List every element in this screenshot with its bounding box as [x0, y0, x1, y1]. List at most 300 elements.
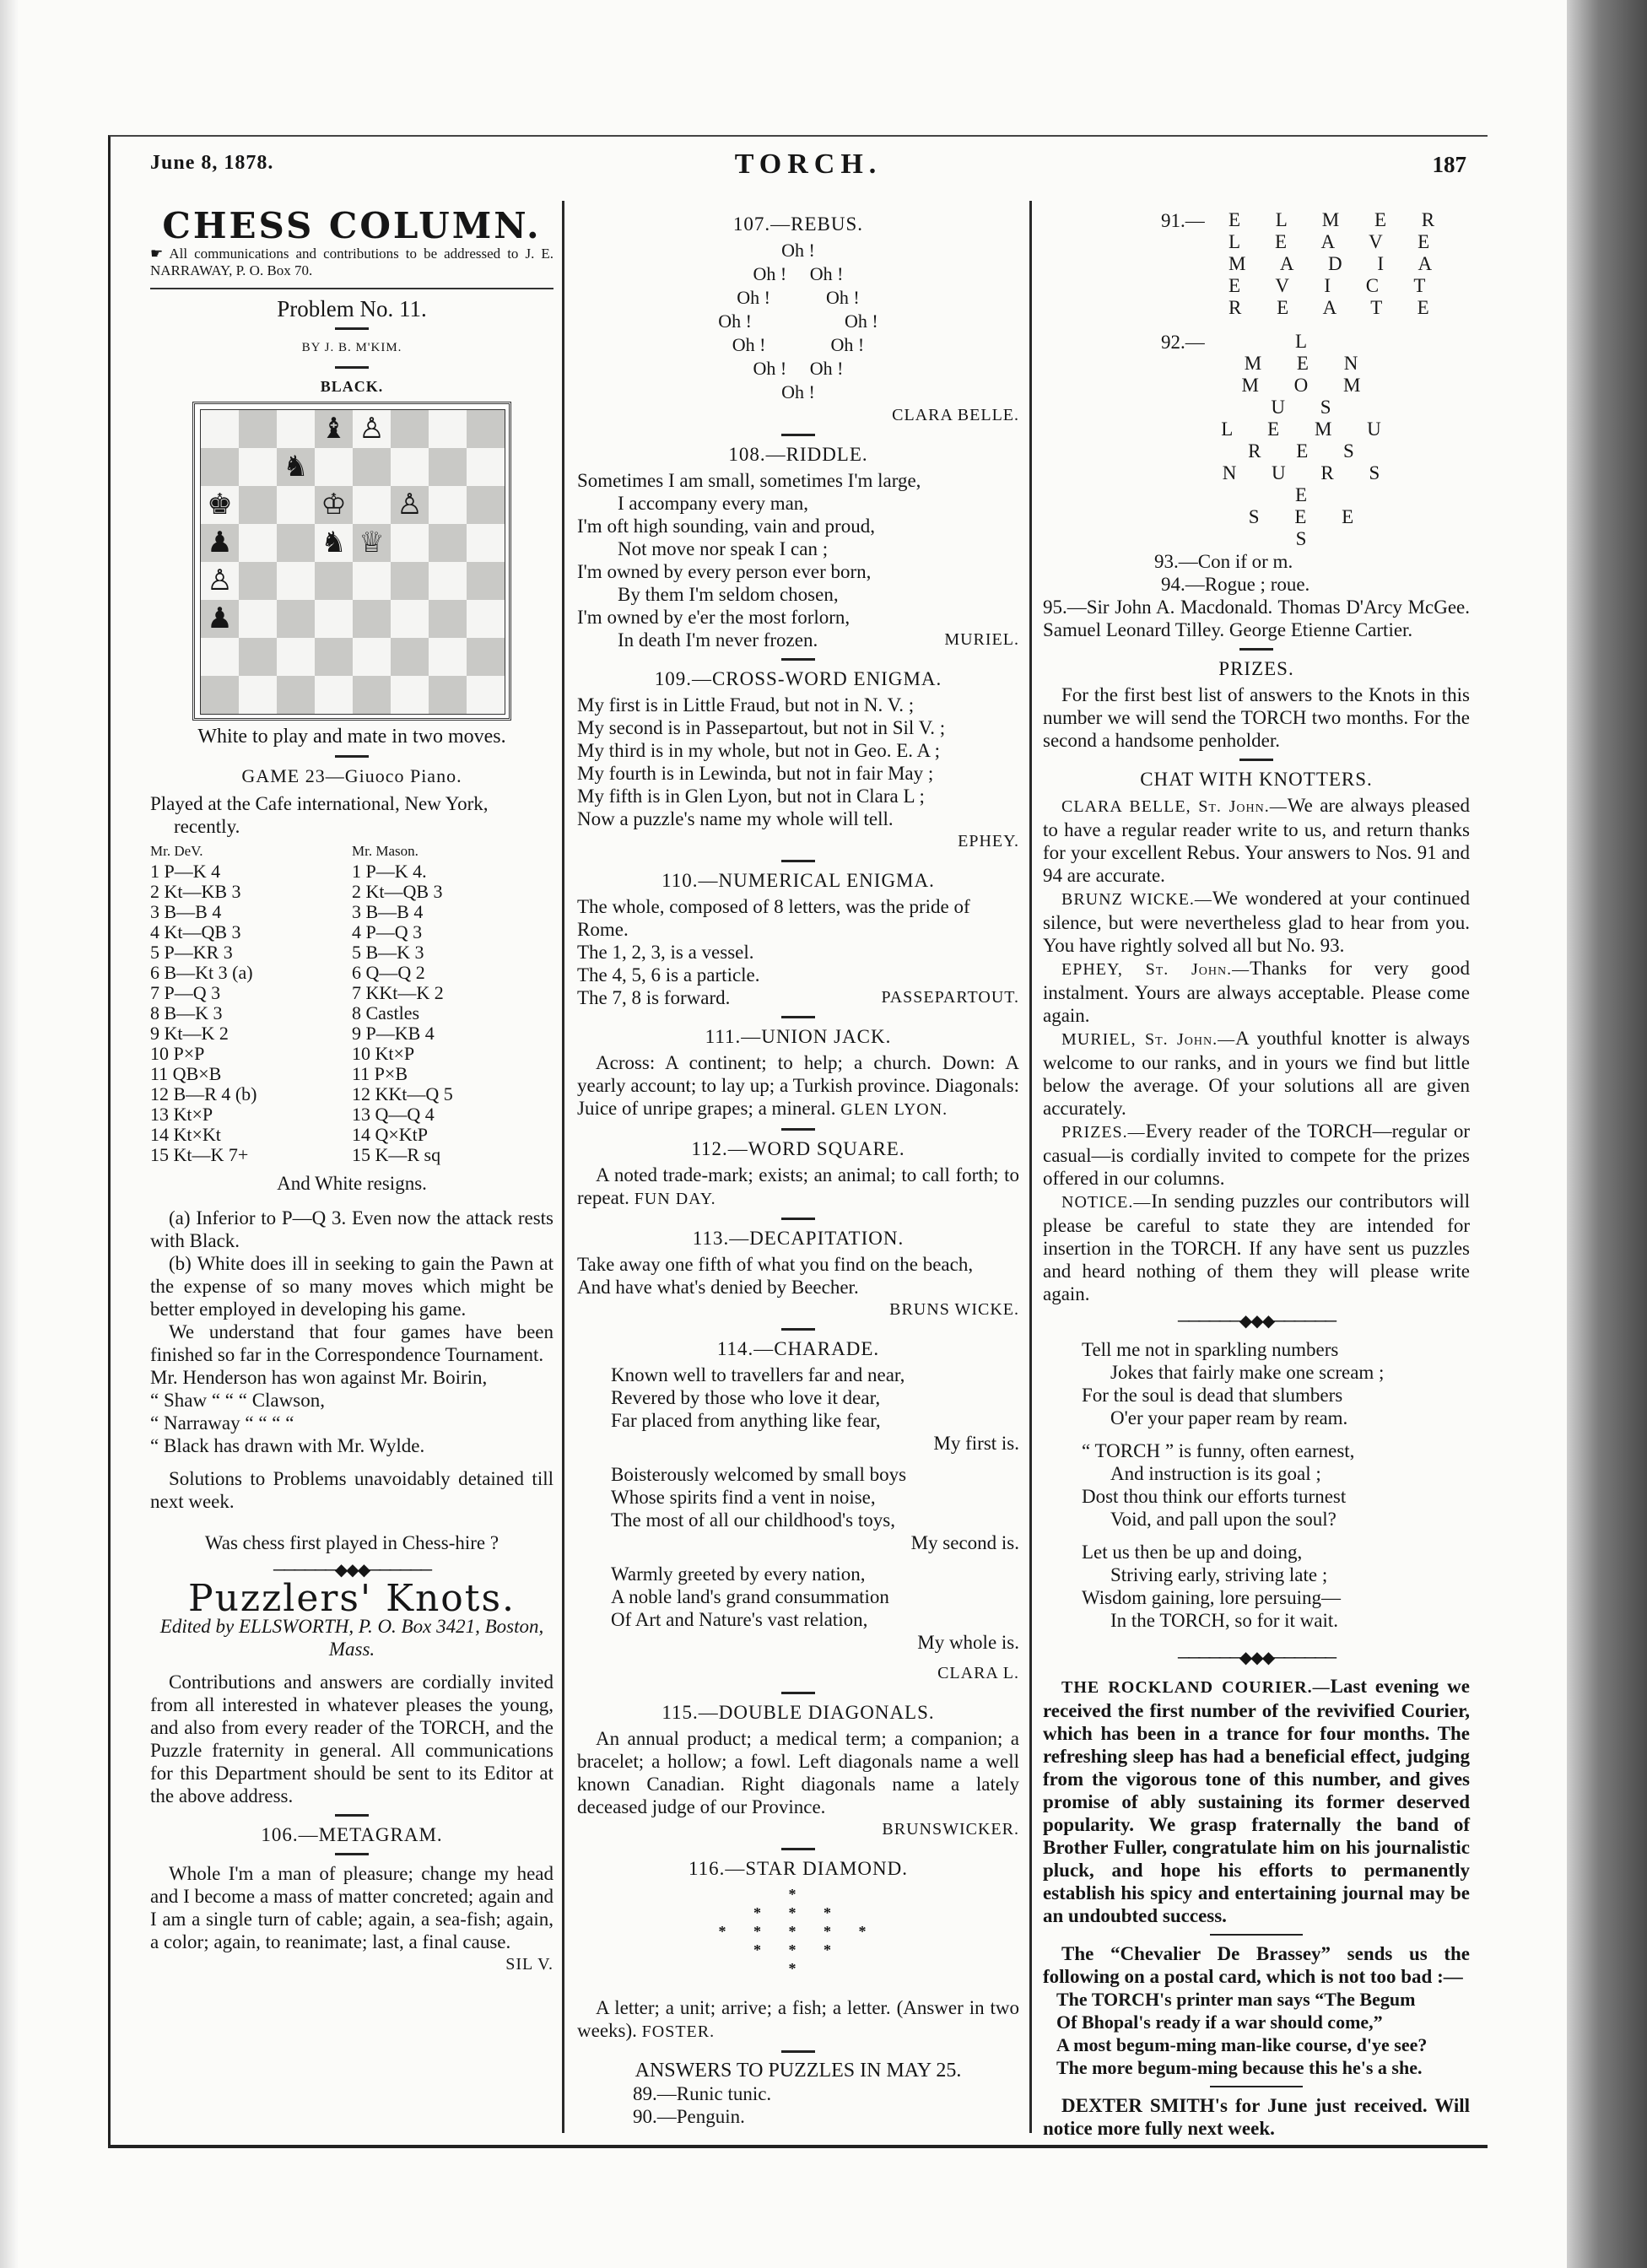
- board-square: [429, 676, 467, 714]
- chat-entry: [1043, 1190, 1470, 1305]
- move-line: 14 Kt×Kt: [150, 1124, 221, 1145]
- divider: [335, 755, 369, 758]
- charade-line: Warmly greeted by every nation,: [611, 1563, 866, 1585]
- game-title: GAME 23—Giuoco Piano.: [241, 765, 462, 786]
- courier-name: THE ROCKLAND COURIER.—: [1061, 1678, 1331, 1697]
- numerical-line: The 4, 5, 6 is a particle.: [577, 964, 760, 986]
- board-square: [277, 448, 315, 486]
- move-line: 2 Kt—KB 3: [150, 881, 241, 902]
- answer-92-row: S: [1295, 528, 1322, 549]
- riddle-line: I'm owned by e'er the most forlorn,: [577, 607, 850, 628]
- numerical-line: The 1, 2, 3, is a vessel.: [577, 942, 754, 963]
- board-square: [353, 600, 391, 638]
- game-moves: [150, 841, 554, 1165]
- board-square: [353, 448, 391, 486]
- board-square: [391, 638, 429, 676]
- move-line: 4 P—Q 3: [352, 921, 423, 942]
- tournament-results: [150, 1366, 554, 1457]
- puzzle-107-author: CLARA BELLE.: [892, 406, 1019, 424]
- note-a: (a) Inferior to P—Q 3. Even now the attack rests with Black.: [150, 1207, 554, 1251]
- board-square: [391, 676, 429, 714]
- knots-intro: Contributions and answers are cordially invited from all interested in whatever pleases the young, and also from every reader of the TORCH, and the Puzzle fraternity in general. All communications for this Department should be sent to its Editor at the above address.: [150, 1671, 554, 1806]
- puzzle-112-body: A noted trade-mark; exists; an animal; to call forth; to repeat.: [577, 1164, 1019, 1208]
- column-divider-2: [1029, 201, 1032, 2133]
- puzzle-106-author: SIL V.: [505, 1955, 554, 1974]
- rebus-line: Oh ! Oh !: [753, 358, 844, 379]
- divider: [335, 1814, 369, 1817]
- board-square: [277, 410, 315, 448]
- answer-92-row: S E E: [1248, 506, 1369, 527]
- board-square: [391, 410, 429, 448]
- puzzle-115-author: BRUNSWICKER.: [882, 1820, 1019, 1839]
- poem-line: Wisdom gaining, lore persuing—: [1082, 1587, 1341, 1608]
- riddle-line: In death I'm never frozen. MURIEL.: [618, 629, 1019, 651]
- board-square: [353, 486, 391, 524]
- rebus-line: Oh ! Oh !: [737, 287, 860, 308]
- puzzle-107-rebus: [577, 239, 1019, 404]
- charade-line: The most of all our childhood's toys,: [611, 1509, 895, 1531]
- star-diamond-row: *: [788, 1960, 808, 1977]
- board-square: [277, 486, 315, 524]
- enigma-line: My fourth is in Lewinda, but not in fair May ;: [577, 763, 934, 784]
- column-puzzles: [577, 209, 1019, 2128]
- chess-piece-icon: ♕: [359, 526, 385, 559]
- charade-refrain: My first is.: [933, 1433, 1019, 1454]
- puzzle-111-body: Across: A continent; to help; a church. Down: A yearly account; to lay up; a Turkish province. Diagonals: Juice of unripe grapes; a mineral.: [577, 1052, 1019, 1119]
- board-square: [429, 562, 467, 600]
- page-left-edge: [0, 0, 19, 2268]
- puzzle-108-verse: [577, 469, 1019, 651]
- board-square: [315, 676, 353, 714]
- puzzle-112-text: [577, 1164, 1019, 1211]
- puzzle-108-title: 108.—RIDDLE.: [728, 444, 868, 465]
- charade-refrain: My whole is.: [917, 1632, 1019, 1653]
- chevalier-verse: [1043, 1988, 1470, 2079]
- ornament-divider: ──────◆◆◆──────: [1177, 1312, 1336, 1331]
- answers-title: ANSWERS TO PUZZLES IN MAY 25.: [634, 2060, 962, 2082]
- poem-line: Tell me not in sparkling numbers: [1082, 1339, 1339, 1360]
- divider: [335, 1853, 369, 1855]
- answer-89: 89.—Runic tunic.: [633, 2083, 772, 2104]
- board-square: [315, 448, 353, 486]
- move-line: 11 QB×B: [150, 1063, 222, 1084]
- courier-text: Last evening we received the first number of the revivified Courier, which has been in a trance for four months. The refreshing sleep has had a beneficial effect, judging from the vigorous tone of this number, and gives promise of ably sustaining its former deserved popularity. We grasp fraternally the band of Brother Fuller, congratulate him on his journalistic pluck, and hope his efforts to permanently establish his spicy and entertaining journal may be an undoubted success.: [1043, 1676, 1470, 1926]
- answer-92: [1161, 331, 1470, 550]
- move-line: 7 P—Q 3: [150, 982, 221, 1003]
- white-moves: [150, 841, 352, 1165]
- tournament-result-line: “ Shaw “ “ “ Clawson,: [150, 1390, 325, 1411]
- board-square: [467, 524, 505, 562]
- dexter-notice: DEXTER SMITH's for June just received. Will notice more fully next week.: [1043, 2095, 1470, 2139]
- puzzle-111-title: 111.—UNION JACK.: [705, 1026, 892, 1047]
- board-square: [467, 600, 505, 638]
- chess-piece-icon: ♟: [207, 602, 233, 634]
- answer-91-row: E L M E R: [1228, 209, 1450, 230]
- board-square: [201, 562, 239, 600]
- divider: [1239, 648, 1273, 651]
- puzzle-110-author: PASSEPARTOUT.: [881, 988, 1019, 1007]
- black-player: Mr. Mason.: [352, 843, 418, 859]
- chat-entry: [1043, 1120, 1470, 1190]
- star-diamond-figure: [577, 1885, 1019, 1978]
- board-square: [201, 524, 239, 562]
- chat-entry-name: CLARA BELLE, St. John.—: [1061, 797, 1288, 816]
- chat-entry: [1043, 887, 1470, 957]
- ornament-divider: ──────◆◆◆──────: [1177, 1649, 1336, 1667]
- board-square: [239, 638, 277, 676]
- charade-line: Far placed from anything like fear,: [611, 1410, 881, 1431]
- answer-92-row: N U R S E: [1222, 462, 1396, 505]
- move-line: 15 K—R sq: [352, 1144, 441, 1165]
- board-square: [315, 562, 353, 600]
- board-square: [429, 448, 467, 486]
- move-line: 8 B—K 3: [150, 1002, 223, 1023]
- charade-refrain: My second is.: [910, 1532, 1019, 1553]
- issue-date: June 8, 1878.: [150, 152, 274, 174]
- rebus-line: Oh !: [781, 240, 815, 261]
- poem-line: And instruction is its goal ;: [1110, 1463, 1321, 1484]
- divider: [781, 2050, 815, 2053]
- board-square: [315, 410, 353, 448]
- rebus-line: Oh ! Oh !: [753, 263, 844, 284]
- charade-line: Revered by those who love it dear,: [611, 1387, 881, 1408]
- board-square: [353, 676, 391, 714]
- board-square: [429, 410, 467, 448]
- divider: [781, 1848, 815, 1850]
- chat-entry: [1043, 794, 1470, 887]
- move-line: 3 B—B 4: [150, 901, 222, 922]
- board-square: [391, 486, 429, 524]
- move-line: 9 P—KB 4: [352, 1023, 435, 1044]
- puzzle-106-title: 106.—METAGRAM.: [261, 1824, 443, 1845]
- answer-94: 94.—Rogue ; roue.: [1161, 574, 1310, 595]
- poem-line: Void, and pall upon the soul?: [1110, 1509, 1336, 1530]
- move-line: 1 P—K 4.: [352, 861, 427, 882]
- note-b: (b) White does ill in seeking to gain the Pawn at the expense of so many moves which might be better employed in developing his game.: [150, 1253, 554, 1320]
- answer-91-row: L E A V E: [1228, 231, 1445, 252]
- puzzle-116-text: [577, 1996, 1019, 2044]
- answer-95: 95.—Sir John A. Macdonald. Thomas D'Arcy McGee. Samuel Leonard Tilley. George Etienne Cartier.: [1043, 597, 1470, 640]
- answer-92-label: 92.—: [1161, 332, 1205, 353]
- puzzle-112-title: 112.—WORD SQUARE.: [691, 1138, 905, 1159]
- chat-entry-text: We wondered at your continued silence, but were nevertheless glad to hear from you. You have rightly solved all but No. 93.: [1043, 888, 1470, 956]
- board-square: [391, 524, 429, 562]
- divider: [781, 1328, 815, 1331]
- board-square: [239, 676, 277, 714]
- board-square: [201, 448, 239, 486]
- puzzle-113-title: 113.—DECAPITATION.: [692, 1228, 904, 1249]
- board-square: [467, 676, 505, 714]
- chevalier-intro: The “Chevalier De Brassey” sends us the following on a postal card, which is not too bad :—: [1043, 1943, 1470, 1987]
- board-square: [467, 448, 505, 486]
- divider: [781, 1218, 815, 1220]
- problem-author: BY J. B. M'KIM.: [301, 341, 402, 354]
- puzzle-111-text: [577, 1051, 1019, 1121]
- prizes-text: For the first best list of answers to the Knots in this number we will send the TORCH two months. For the second a handsome penholder.: [1043, 684, 1470, 751]
- move-line: 14 Q×KtP: [352, 1124, 429, 1145]
- board-square: [467, 638, 505, 676]
- answer-91-row: E V I C T: [1228, 275, 1441, 296]
- puzzle-110-title: 110.—NUMERICAL ENIGMA.: [662, 870, 935, 891]
- chess-piece-icon: ♞: [321, 526, 347, 559]
- divider: [335, 366, 369, 369]
- knots-editor: Edited by ELLSWORTH, P. O. Box 3421, Boston, Mass.: [159, 1616, 544, 1660]
- courier-notice: [1043, 1675, 1470, 1927]
- numerical-line: The whole, composed of 8 letters, was the pride of Rome.: [577, 896, 970, 940]
- enigma-line: My fifth is in Glen Lyon, but not in Clara L ;: [577, 786, 925, 807]
- board-square: [429, 524, 467, 562]
- page-binding-shadow: [1567, 0, 1647, 2268]
- move-line: 11 P×B: [352, 1063, 408, 1084]
- board-square: [467, 410, 505, 448]
- riddle-line: I'm oft high sounding, vain and proud,: [577, 516, 875, 537]
- puzzlers-knots-title: Puzzlers' Knots.: [187, 1577, 516, 1620]
- tournament-result-line: “ Black has drawn with Mr. Wylde.: [150, 1435, 425, 1456]
- chat-entry-name: BRUNZ WICKE.—: [1061, 890, 1212, 909]
- chat-entry-text: A youthful knotter is always welcome to our ranks, and in yours we find but little below the average. Of your solutions all are given accurately.: [1043, 1028, 1471, 1119]
- move-line: 9 Kt—K 2: [150, 1023, 229, 1044]
- charade-line: Of Art and Nature's vast relation,: [611, 1609, 868, 1630]
- move-line: 10 Kt×P: [352, 1043, 415, 1064]
- page-header: [150, 148, 1466, 186]
- problem-caption: White to play and mate in two moves.: [197, 726, 506, 748]
- board-square: [239, 410, 277, 448]
- riddle-line: By them I'm seldom chosen,: [618, 584, 839, 605]
- board-square: [239, 600, 277, 638]
- board-square: [277, 524, 315, 562]
- star-diamond-row: * * *: [753, 1904, 843, 1921]
- enigma-line: My second is in Passepartout, but not in Sil V. ;: [577, 717, 946, 738]
- chevalier-verse-line: Of Bhopal's ready if a war should come,”: [1056, 2012, 1383, 2033]
- answer-92-row: L: [1294, 331, 1323, 352]
- board-square: [353, 562, 391, 600]
- divider: [781, 1128, 815, 1131]
- star-diamond-row: * * *: [753, 1941, 843, 1958]
- chess-piece-icon: ♚: [207, 489, 233, 521]
- divider: [781, 860, 815, 862]
- board-square: [239, 562, 277, 600]
- chat-entry: [1043, 957, 1470, 1027]
- board-square: [315, 486, 353, 524]
- puzzle-113-author: BRUNS WICKE.: [889, 1300, 1019, 1319]
- poem-line: In the TORCH, so for it wait.: [1110, 1610, 1339, 1631]
- chess-piece-icon: ♟: [207, 526, 233, 559]
- charade-line: A noble land's grand consummation: [611, 1586, 889, 1607]
- move-line: 8 Castles: [352, 1002, 420, 1023]
- board-square: [239, 524, 277, 562]
- chevalier-verse-line: The TORCH's printer man says “The Begum: [1056, 1989, 1416, 2010]
- game-intro: Played at the Cafe international, New York, recently.: [150, 793, 489, 837]
- puzzle-116-author: FOSTER.: [641, 2022, 716, 2041]
- divider: [781, 1692, 815, 1694]
- move-line: 12 KKt—Q 5: [352, 1083, 453, 1104]
- chess-piece-icon: ♙: [359, 413, 385, 445]
- puzzle-116-body: A letter; a unit; arrive; a fish; a letter. (Answer in two weeks).: [577, 1997, 1019, 2041]
- answer-91-label: 91.—: [1161, 210, 1205, 231]
- chat-entry-text: Thanks for very good instalment. Yours are always acceptable. Please come again.: [1043, 958, 1470, 1026]
- column-divider-1: [562, 201, 564, 2133]
- board-square: [201, 600, 239, 638]
- chat-entry: [1043, 1027, 1470, 1120]
- move-line: 5 B—K 3: [352, 942, 424, 963]
- chess-board-grid: [200, 409, 505, 715]
- board-square: [315, 638, 353, 676]
- puzzle-112-author: FUN DAY.: [634, 1190, 716, 1208]
- enigma-line: My third is in my whole, but not in Geo. E. A ;: [577, 740, 940, 761]
- board-square: [201, 486, 239, 524]
- tournament-result-line: Mr. Henderson has won against Mr. Boirin,: [150, 1367, 488, 1388]
- board-square: [315, 600, 353, 638]
- white-player: Mr. DeV.: [150, 843, 203, 859]
- chat-entry-name: PRIZES.—: [1061, 1123, 1146, 1142]
- divider: [1239, 759, 1273, 761]
- board-square: [391, 562, 429, 600]
- puzzle-114-title: 114.—CHARADE.: [716, 1338, 880, 1359]
- move-line: 6 B—Kt 3 (a): [150, 962, 253, 983]
- column-chess-and-knots: [150, 205, 554, 1976]
- solutions-note: Solutions to Problems unavoidably detained till next week.: [150, 1468, 554, 1512]
- riddle-line: Not move nor speak I can ;: [618, 538, 829, 559]
- chess-column-title: CHESS COLUMN.: [162, 205, 542, 246]
- ornament-divider: ──────◆◆◆──────: [273, 1561, 431, 1580]
- divider: [1210, 2086, 1303, 2087]
- chat-with-knotters: [1043, 794, 1470, 1305]
- charade-line: Known well to travellers far and near,: [611, 1364, 905, 1385]
- move-line: 3 B—B 4: [352, 901, 424, 922]
- chevalier-verse-line: The more begum-ming because this he's a she.: [1056, 2057, 1423, 2078]
- board-square: [201, 676, 239, 714]
- chat-entry-name: NOTICE.—: [1061, 1193, 1152, 1212]
- puzzle-116-title: 116.—STAR DIAMOND.: [688, 1858, 908, 1879]
- chess-question: Was chess first played in Chess-hire ?: [204, 1532, 500, 1553]
- move-line: 10 P×P: [150, 1043, 205, 1064]
- divider: [335, 327, 369, 330]
- riddle-line: Sometimes I am small, sometimes I'm large,: [577, 470, 921, 491]
- move-line: 1 P—K 4: [150, 861, 221, 882]
- answer-91-row: M A D I A: [1228, 253, 1448, 274]
- charade-line: Whose spirits find a vent in noise,: [611, 1487, 876, 1508]
- rebus-line: Oh ! Oh !: [718, 310, 878, 332]
- move-line: 6 Q—Q 2: [352, 962, 425, 983]
- board-square: [467, 562, 505, 600]
- poem-line: O'er your paper ream by ream.: [1110, 1407, 1348, 1428]
- puzzle-110-lines: [577, 895, 1019, 1009]
- enigma-line: My first is in Little Fraud, but not in N. V. ;: [577, 694, 915, 716]
- divider: [781, 434, 815, 436]
- divider: [781, 1016, 815, 1018]
- numerical-line: The 7, 8 is forward. PASSEPARTOUT.: [577, 987, 1019, 1008]
- board-square: [201, 638, 239, 676]
- board-square: [277, 676, 315, 714]
- chess-piece-icon: ♞: [283, 451, 309, 483]
- puzzle-109-lines: [577, 694, 1019, 830]
- puzzle-109-author: EPHEY.: [958, 832, 1019, 850]
- puzzle-108-author: MURIEL.: [944, 630, 1019, 649]
- answer-91-row: R E A T E: [1228, 297, 1444, 318]
- problem-title: Problem No. 11.: [277, 296, 427, 321]
- move-line: 2 Kt—QB 3: [352, 881, 443, 902]
- puzzle-114-author: CLARA L.: [937, 1664, 1019, 1682]
- move-line: 4 Kt—QB 3: [150, 921, 241, 942]
- move-line: 13 Kt×P: [150, 1104, 213, 1125]
- board-square: [277, 638, 315, 676]
- board-square: [239, 486, 277, 524]
- tournament-note: We understand that four games have been finished so far in the Correspondence Tournament.: [150, 1321, 554, 1365]
- chat-entry-text: In sending puzzles our contributors will please be careful to state they are intended for insertion in the TORCH. If any have sent us puzzles and heard nothing of them they will please write again.: [1043, 1191, 1470, 1304]
- divider: [150, 288, 554, 289]
- riddle-line: I'm owned by every person ever born,: [577, 561, 872, 582]
- star-diamond-row: *: [788, 1886, 808, 1903]
- board-square: [391, 600, 429, 638]
- board-square: [277, 562, 315, 600]
- move-line: 7 KKt—K 2: [352, 982, 444, 1003]
- prizes-title: PRIZES.: [1218, 658, 1294, 679]
- puzzle-106-text: Whole I'm a man of pleasure; change my head and I become a mass of matter concreted; again and I am a single turn of cable; again, a sea-fish; again, a color; again, to reanimate; last, a final cause.: [150, 1863, 554, 1952]
- board-square: [429, 486, 467, 524]
- chess-piece-icon: ♔: [321, 489, 347, 521]
- rebus-line: Oh ! Oh !: [732, 334, 865, 355]
- puzzle-109-title: 109.—CROSS-WORD ENIGMA.: [654, 668, 942, 689]
- charade-line: Boisterously welcomed by small boys: [611, 1464, 907, 1485]
- answer-92-row: L E M U R E S: [1221, 418, 1396, 462]
- chess-piece-icon: ♙: [397, 489, 423, 521]
- chat-entry-name: EPHEY, St. John.—: [1061, 960, 1250, 979]
- puzzle-111-author: GLEN LYON.: [840, 1100, 948, 1119]
- riddle-line: I accompany every man,: [618, 493, 809, 514]
- board-square: [467, 486, 505, 524]
- column-answers-and-chat: [1043, 209, 1470, 2140]
- black-move-list: [352, 861, 554, 1165]
- chess-notice: ☛ All communications and contributions to be addressed to J. E. NARRAWAY, P. O. Box 70.: [150, 246, 554, 278]
- puzzle-115-title: 115.—DOUBLE DIAGONALS.: [662, 1702, 935, 1723]
- board-square: [201, 410, 239, 448]
- poem-line: Let us then be up and doing,: [1082, 1542, 1303, 1563]
- chat-title: CHAT WITH KNOTTERS.: [1140, 769, 1373, 790]
- chess-piece-icon: ♙: [207, 564, 233, 597]
- chat-entry-name: MURIEL, St. John.—: [1061, 1030, 1236, 1049]
- answer-92-diamond: [1220, 331, 1397, 550]
- board-square: [353, 410, 391, 448]
- poem-line: Striving early, striving late ;: [1110, 1564, 1328, 1585]
- masthead-title: TORCH.: [734, 148, 883, 180]
- divider: [1210, 1934, 1303, 1936]
- chess-board-diagram: [192, 402, 511, 721]
- board-square: [429, 600, 467, 638]
- chess-piece-icon: ♝: [321, 413, 347, 445]
- board-square: [315, 524, 353, 562]
- board-square: [353, 638, 391, 676]
- puzzle-115-text: An annual product; a medical term; a companion; a bracelet; a hollow; a fowl. Left diagonals name a well known Canadian. Right diagonals name a lately deceased judge of our Province.: [577, 1728, 1019, 1817]
- decapitation-line: And have what's denied by Beecher.: [577, 1277, 859, 1298]
- tournament-result-line: “ Narraway “ “ “ “: [150, 1412, 294, 1434]
- chevalier-verse-line: A most begum-ming man-like course, d'ye see?: [1056, 2034, 1428, 2055]
- game-result: And White resigns.: [277, 1173, 427, 1194]
- move-line: 15 Kt—K 7+: [150, 1144, 249, 1165]
- black-label: BLACK.: [320, 378, 384, 395]
- answer-93: 93.—Con if or m.: [1154, 551, 1293, 572]
- answer-91: [1161, 209, 1470, 319]
- answer-92-row: M O M U S: [1241, 375, 1376, 418]
- puzzle-107-title: 107.—REBUS.: [732, 213, 864, 235]
- answer-91-square: [1228, 209, 1450, 319]
- move-line: 5 P—KR 3: [150, 942, 233, 963]
- black-moves: [352, 841, 554, 1165]
- board-square: [429, 638, 467, 676]
- move-line: 13 Q—Q 4: [352, 1104, 435, 1125]
- enigma-line: Now a puzzle's name my whole will tell.: [577, 808, 894, 829]
- poem-line: Dost thou think our efforts turnest: [1082, 1486, 1347, 1507]
- answer-90: 90.—Penguin.: [633, 2106, 745, 2127]
